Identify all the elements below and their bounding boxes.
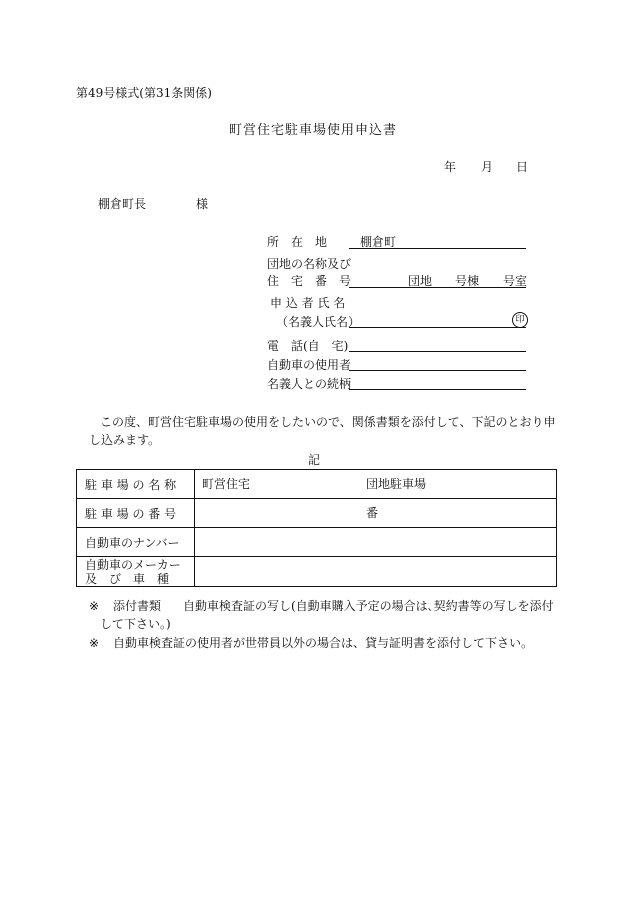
- seal-mark: 印: [512, 312, 528, 328]
- address-label: 所 在 地: [267, 235, 328, 249]
- parking-name-suffix: 団地駐車場: [366, 477, 427, 491]
- parking-number-label-cell: [77, 499, 195, 528]
- parking-name-label-cell: [77, 470, 195, 499]
- complex-shitsu-label: 号室: [503, 274, 528, 288]
- note2-text: 自動車検査証の使用者が世帯員以外の場合は、貸与証明書を添付して下さい。: [113, 636, 534, 650]
- complex-underline[interactable]: [349, 287, 526, 288]
- car-number-label: 自動車のナンバー: [85, 535, 180, 550]
- complex-label-line1: 団地の名称及び: [267, 257, 352, 271]
- relation-underline[interactable]: [349, 389, 526, 390]
- parking-details-table: [76, 469, 557, 587]
- parking-number-value-cell[interactable]: [195, 499, 557, 528]
- relation-label: 名義人との続柄: [267, 377, 352, 391]
- phone-label: 電 話(自 宅): [267, 339, 349, 353]
- address-value: 棚倉町: [360, 235, 397, 249]
- body-text-line1: この度、町営住宅駐車場の使用をしたいので、関係書類を添付して、下記のとおり申: [100, 415, 556, 429]
- address-underline[interactable]: [349, 248, 526, 249]
- car-maker-label-line2: 及 び 車 種: [85, 571, 170, 586]
- table-row: [77, 557, 557, 587]
- note2-mark: ※: [89, 636, 100, 650]
- table-row: [77, 470, 557, 499]
- ki-heading: 記: [308, 453, 321, 467]
- complex-danchi-label: 団地: [408, 274, 433, 288]
- addressee-suffix: 様: [196, 197, 209, 211]
- applicant-name-label-line1: 申 込 者 氏 名: [270, 296, 346, 310]
- car-user-underline[interactable]: [349, 370, 526, 371]
- applicant-name-label-line2: （名義人氏名）: [276, 315, 361, 329]
- body-text-line2: し込みます。: [89, 433, 161, 447]
- car-maker-value-cell[interactable]: [195, 557, 557, 587]
- parking-name-value-cell[interactable]: [195, 470, 557, 499]
- page-title: 町営住宅駐車場使用申込書: [229, 123, 398, 138]
- applicant-name-underline[interactable]: [349, 327, 526, 328]
- car-number-value-cell[interactable]: [195, 528, 557, 557]
- note1-line2: して下さい。): [100, 617, 171, 631]
- parking-name-prefix: 町営住宅: [202, 477, 251, 491]
- phone-underline[interactable]: [349, 351, 526, 352]
- car-number-label-cell: [77, 528, 195, 557]
- parking-name-label: 駐 車 場 の 名 称: [85, 477, 177, 492]
- car-user-label: 自動車の使用者: [267, 358, 352, 372]
- car-maker-label-line1: 自動車のメーカー: [85, 557, 181, 572]
- parking-number-suffix: 番: [366, 506, 379, 520]
- date-day-label: 日: [516, 160, 529, 174]
- car-maker-label-cell: [77, 557, 195, 587]
- date-year-label: 年: [444, 160, 457, 174]
- note1-mark: ※: [89, 599, 100, 613]
- form-number: 第49号様式(第31条関係): [76, 86, 212, 100]
- table-row: [77, 528, 557, 557]
- note1-line1: 自動車検査証の写し(自動車購入予定の場合は､契約書等の写しを添付: [183, 599, 554, 613]
- complex-tou-label: 号棟: [455, 274, 480, 288]
- parking-number-label: 駐 車 場 の 番 号: [85, 506, 177, 521]
- complex-label-line2: 住 宅 番 号: [267, 274, 352, 288]
- note1-head: 添付書類: [113, 599, 162, 613]
- date-month-label: 月: [481, 160, 494, 174]
- addressee-name: 棚倉町長: [98, 197, 147, 211]
- table-row: [77, 499, 557, 528]
